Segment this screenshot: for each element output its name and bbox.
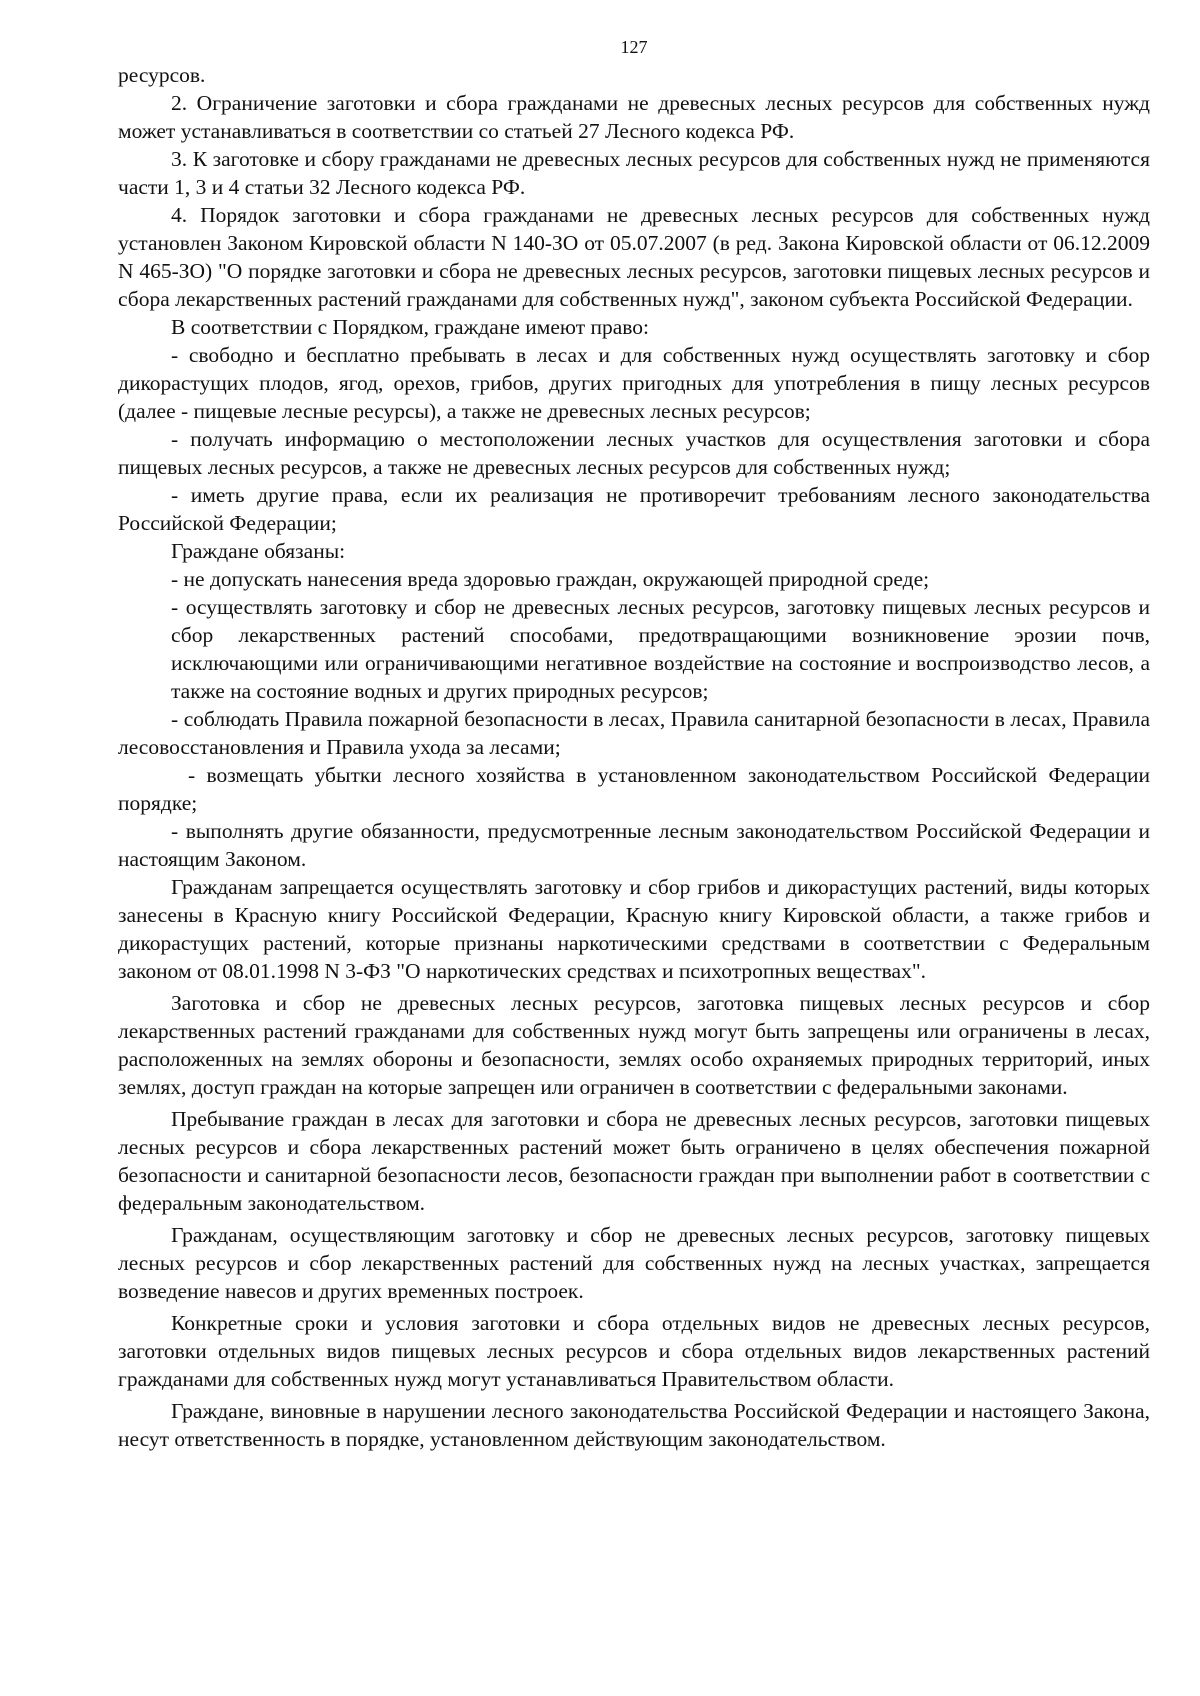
paragraph-item-4: 4. Порядок заготовки и сбора гражданами не древесных лесных ресурсов для собственных нужд установлен Законом Кировской области N 140-ЗО от 05.07.2007 (в ред. Закона Кировской области от 06.12.2009 N 465-ЗО) "О порядке заготовки и сбора не древесных лесных ресурсов, заготовки пищевых лесных ресурсов и сбора лекарственных растений гражданами для собственных нужд", законом субъекта Российской Федерации. (118, 203, 1150, 311)
paragraph-duty-5: - выполнять другие обязанности, предусмотренные лесным законодательством Российской Федерации и настоящим Законом. (118, 819, 1150, 871)
paragraph-item-2: 2. Ограничение заготовки и сбора гражданами не древесных лесных ресурсов для собственных нужд может устанавливаться в соответствии со статьей 27 Лесного кодекса РФ. (118, 91, 1150, 143)
paragraph-duty-4: - возмещать убытки лесного хозяйства в установленном законодательством Российской Федерации порядке; (118, 763, 1150, 815)
paragraph-terms-conditions: Конкретные сроки и условия заготовки и сбора отдельных видов не древесных лесных ресурсов, заготовки отдельных видов пищевых лесных ресурсов и сбора отдельных видов лекарственных растений гражданами для собственных нужд могут устанавливаться Правительством области. (118, 1311, 1150, 1391)
paragraph-liability: Граждане, виновные в нарушении лесного законодательства Российской Федерации и настоящего Закона, несут ответственность в порядке, установленном действующим законодательством. (118, 1399, 1150, 1451)
paragraph-duty-3: - соблюдать Правила пожарной безопасности в лесах, Правила санитарной безопасности в лесах, Правила лесовосстановления и Правила ухода за лесами; (118, 707, 1150, 759)
paragraph-duties-intro: Граждане обязаны: (171, 539, 346, 563)
paragraph-rights-intro: В соответствии с Порядком, граждане имеют право: (171, 315, 649, 339)
page-number: 127 (620, 37, 648, 57)
paragraph-prohibition-red-book: Гражданам запрещается осуществлять заготовку и сбор грибов и дикорастущих растений, виды которых занесены в Красную книгу Российской Федерации, Красную книгу Кировской области, а также грибов и дикорастущих растений, которые признаны наркотическими средствами в соответствии с Федеральным законом от 08.01.1998 N 3-ФЗ "О наркотических средствах и психотропных веществах". (118, 875, 1150, 983)
paragraph-item-3: 3. К заготовке и сбору гражданами не древесных лесных ресурсов для собственных нужд не применяются части 1, 3 и 4 статьи 32 Лесного кодекса РФ. (118, 147, 1150, 199)
paragraph-restricted-lands: Заготовка и сбор не древесных лесных ресурсов, заготовка пищевых лесных ресурсов и сбор лекарственных растений гражданами для собственных нужд могут быть запрещены или ограничены в лесах, расположенных на землях обороны и безопасности, землях особо охраняемых природных территорий, иных землях, доступ граждан на которые запрещен или ограничен в соответствии с федеральными законами. (118, 991, 1150, 1099)
paragraph-right-1: - свободно и бесплатно пребывать в лесах и для собственных нужд осуществлять заготовку и сбор дикорастущих плодов, ягод, орехов, грибов, других пригодных для употребления в пищу лесных ресурсов (далее - пищевые лесные ресурсы), а также не древесных лесных ресурсов; (118, 343, 1150, 423)
paragraph-duty-1: - не допускать нанесения вреда здоровью граждан, окружающей природной среде; (171, 567, 930, 591)
paragraph-continuation: ресурсов. (118, 63, 206, 87)
paragraph-duty-2: - осуществлять заготовку и сбор не древесных лесных ресурсов, заготовку пищевых лесных ресурсов и сбор лекарственных растений способами, предотвращающими возникновение эрозии почв, исключающими или ограничивающими негативное воздействие на состояние и воспроизводство лесов, а также на состояние водных и других природных ресурсов; (171, 595, 1150, 703)
paragraph-right-3: - иметь другие права, если их реализация не противоречит требованиям лесного законодательства Российской Федерации; (118, 483, 1150, 535)
paragraph-stay-restriction: Пребывание граждан в лесах для заготовки и сбора не древесных лесных ресурсов, заготовки пищевых лесных ресурсов и сбора лекарственных растений может быть ограничено в целях обеспечения пожарной безопасности и санитарной безопасности лесов, безопасности граждан при выполнении работ в соответствии с федеральным законодательством. (118, 1107, 1150, 1215)
paragraph-construction-ban: Гражданам, осуществляющим заготовку и сбор не древесных лесных ресурсов, заготовку пищевых лесных ресурсов и сбор лекарственных растений для собственных нужд на лесных участках, запрещается возведение навесов и других временных построек. (118, 1223, 1150, 1303)
document-page (118, 36, 1150, 1453)
paragraph-right-2: - получать информацию о местоположении лесных участков для осуществления заготовки и сбора пищевых лесных ресурсов, а также не древесных лесных ресурсов для собственных нужд; (118, 427, 1150, 479)
